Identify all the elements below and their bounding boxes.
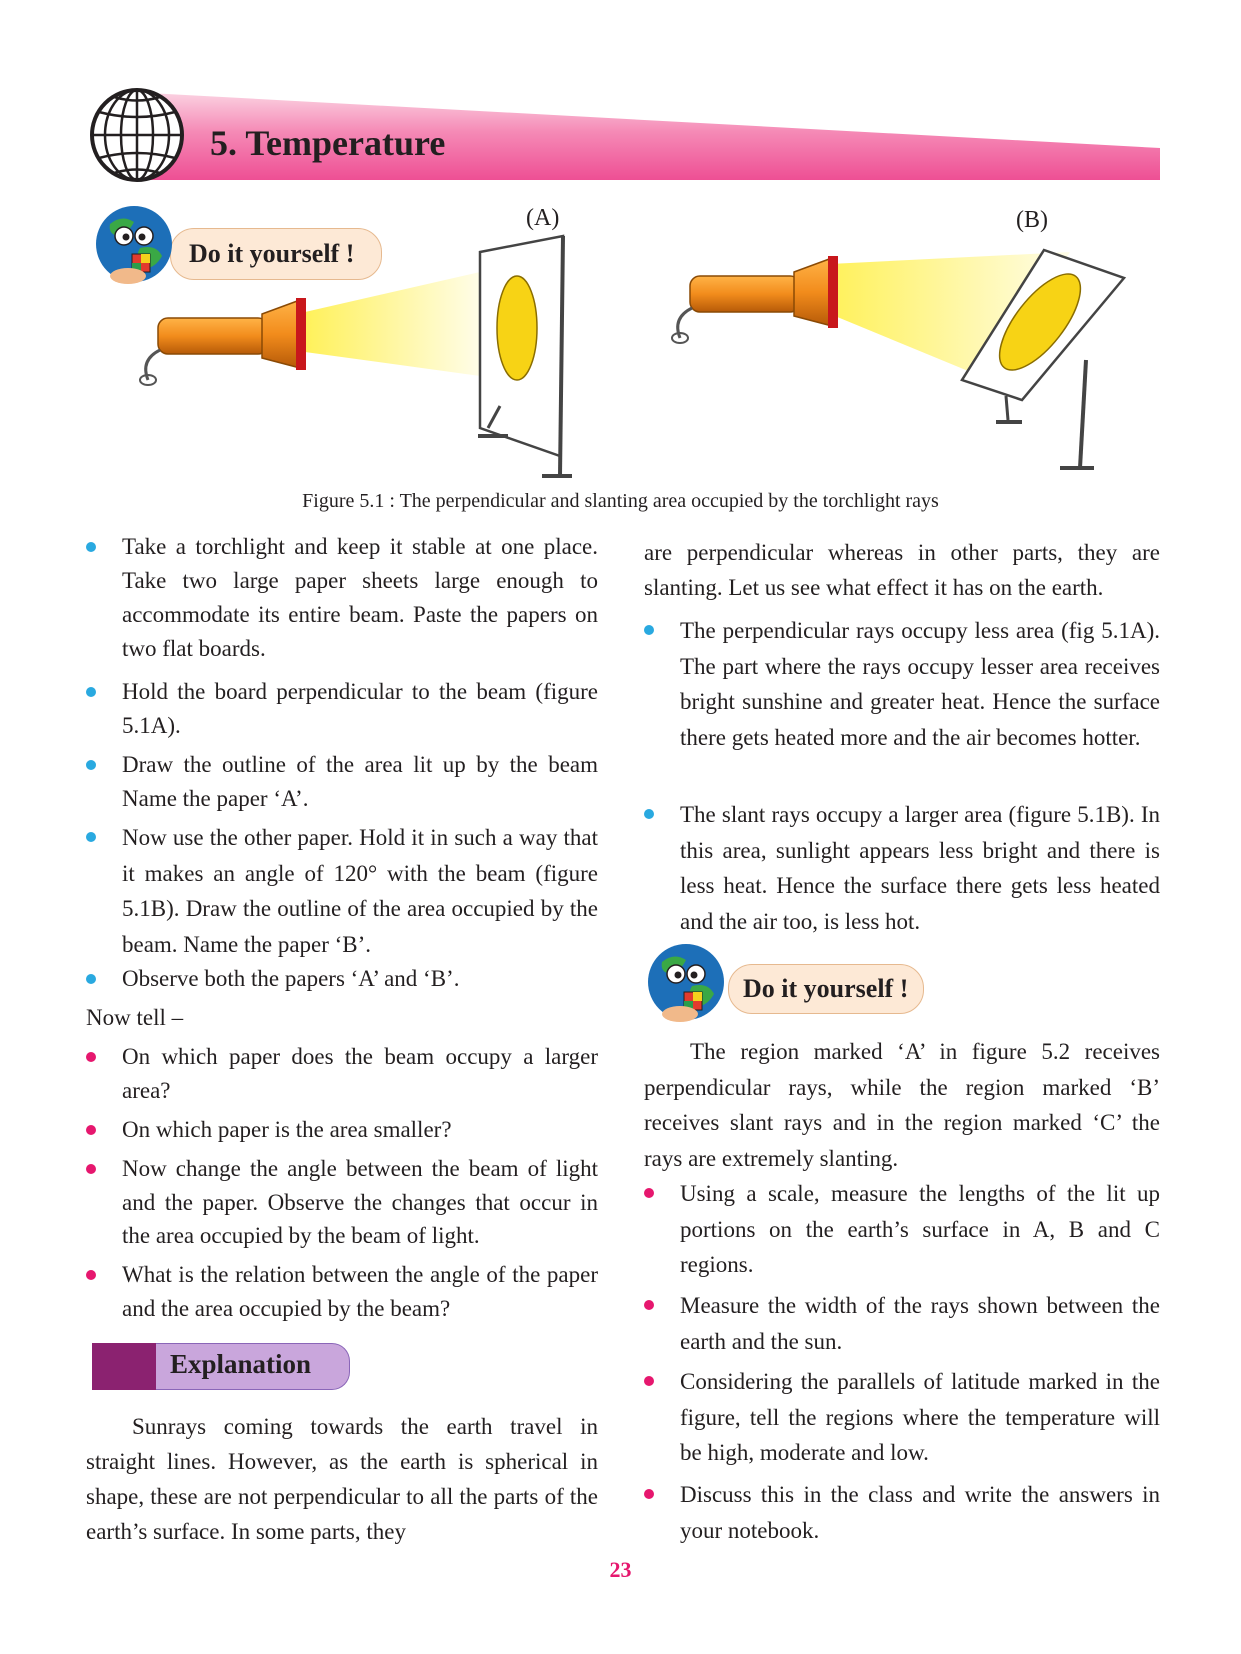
bullet-icon — [86, 974, 96, 984]
do-it-yourself-callout — [640, 938, 940, 1030]
bullet-icon — [86, 760, 96, 770]
figure-caption: Figure 5.1 : The perpendicular and slanting area occupied by the torchlight rays — [302, 490, 939, 512]
chapter-title: 5. Temperature — [210, 123, 446, 163]
left-column: Take a torchlight and keep it stable at one place. Take two large paper sheets large enough to accommodate its entire beam. Paste the papers on two flat boards. Hold the board perpendicular to the beam (figure 5.1A). Draw the outline of the area lit up by the beam Name the paper ‘A’. Now use the other paper. Hold it in such a way that it makes an angle of 120° with the beam (figure 5.1B). Draw the outline of the area occupied by the beam. Name the paper ‘B’. Observe both the papers ‘A’ and ‘B’. Now tell – On which paper does the beam occupy a larger area? On which paper is the area smaller? Now change the angle between the beam of light and the paper. Observe the changes that occur in the area occupied by the beam of light. What is the relation between the angle of the paper and the area occupied by the beam? — [86, 534, 598, 1321]
globe-icon — [92, 90, 182, 180]
continuation-paragraph: are perpendicular whereas in other parts, they are slanting. Let us see what effect it has on the earth. — [644, 540, 1160, 600]
figure-label-a: (A) — [526, 205, 560, 231]
bullet-icon — [86, 542, 96, 552]
page-number: 23 — [609, 1557, 632, 1582]
now-tell-label: Now tell – — [86, 1005, 184, 1030]
bullet-icon — [644, 809, 654, 819]
torchlight-figure — [0, 200, 1241, 490]
bullet-icon — [86, 1052, 96, 1062]
explanation-label: Explanation — [170, 1349, 312, 1379]
bullet-icon — [644, 1489, 654, 1499]
explanation-heading — [92, 1343, 350, 1390]
chapter-banner — [0, 60, 1241, 210]
diy-intro-paragraph: The region marked ‘A’ in figure 5.2 receives perpendicular rays, while the region marked ‘B’ receives slant rays and in the region marked ‘C’ the rays are extremely slanting. — [644, 1039, 1160, 1171]
bullet-icon — [644, 1376, 654, 1386]
bullet-icon — [86, 1164, 96, 1174]
bullet-icon — [86, 1270, 96, 1280]
globe-mascot-icon — [640, 938, 740, 1030]
bullet-icon — [644, 1300, 654, 1310]
do-it-yourself-label: Do it yourself ! — [189, 239, 355, 268]
torch-a — [140, 272, 480, 385]
bullet-icon — [86, 1125, 96, 1135]
bullet-icon — [644, 1188, 654, 1198]
bullet-icon — [86, 687, 96, 697]
bullet-icon — [644, 625, 654, 635]
board-a — [478, 236, 572, 476]
do-it-yourself-label: Do it yourself ! — [743, 974, 909, 1003]
figure-label-b: (B) — [1016, 207, 1048, 233]
bullet-icon — [86, 832, 96, 842]
explanation-paragraph: Sunrays coming towards the earth travel in straight lines. However, as the earth is spherical in shape, these are not perpendicular to all the parts of the earth’s surface. In some parts, they — [86, 1414, 598, 1544]
